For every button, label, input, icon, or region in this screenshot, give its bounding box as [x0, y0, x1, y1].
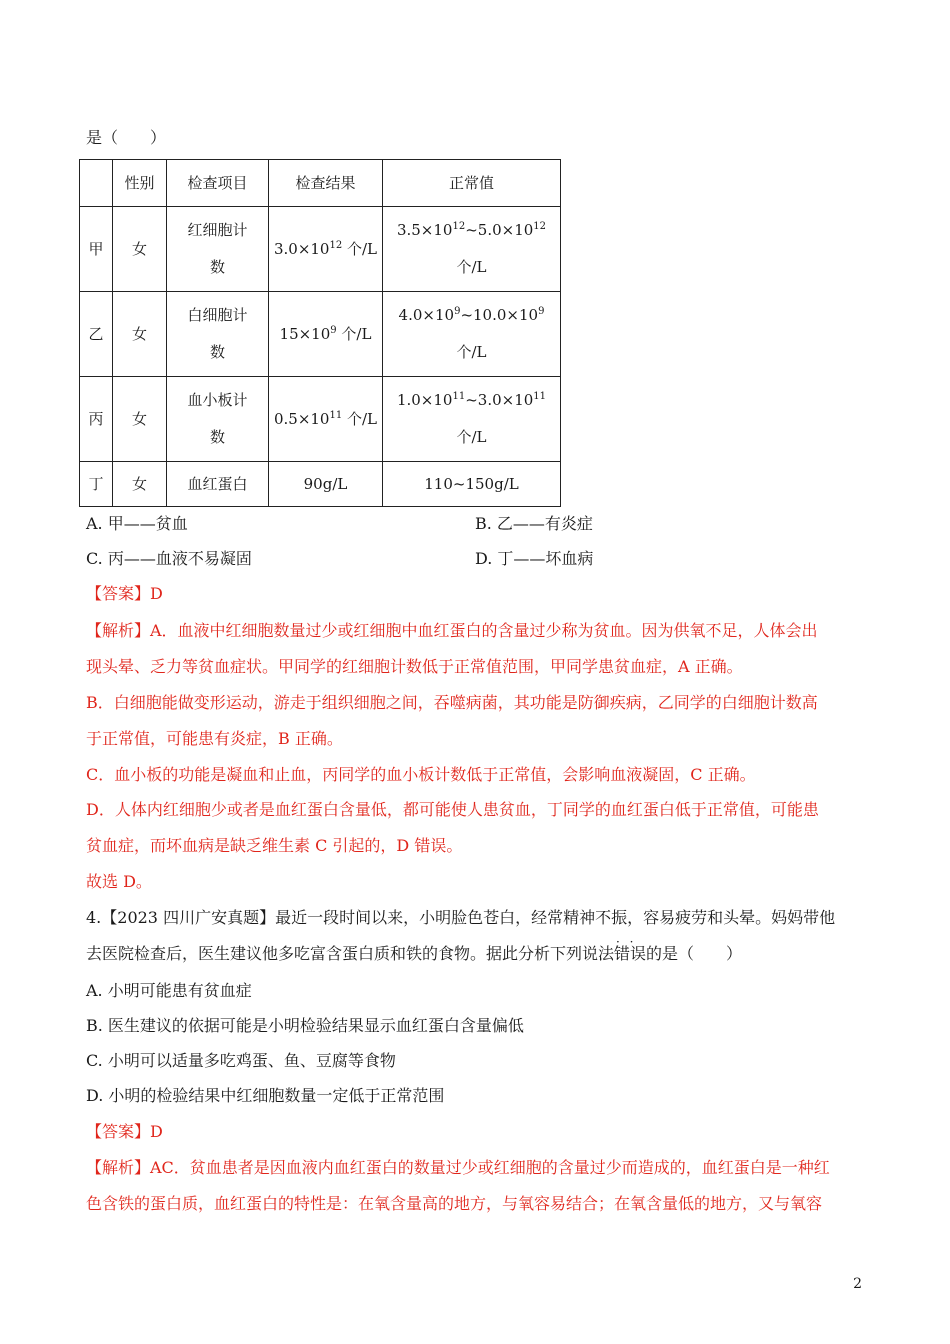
q4-option-b: B. 医生建议的依据可能是小明检验结果显示血红蛋白含量偏低 [86, 1016, 524, 1035]
q4-option-d: D. 小明的检验结果中红细胞数量一定低于正常范围 [86, 1086, 445, 1105]
q3-analysis-line: 于正常值，可能患有炎症，B 正确。 [86, 729, 343, 748]
cell-normal: $3.5\times 10^{12}\sim 5.0\times 10^{12}$ 个/L [383, 207, 561, 292]
cell-sex: 女 [113, 292, 167, 377]
table-row [80, 462, 561, 507]
cell-result: $0.5\times 10^{11}$ 个/L [269, 377, 383, 462]
cell-sex: 女 [113, 377, 167, 462]
q3-analysis-line: C．血小板的功能是凝血和止血，丙同学的血小板计数低于正常值，会影响血液凝固，C 正确。 [86, 765, 756, 784]
q3-analysis-line: 【解析】A．血液中红细胞数量过少或红细胞中血红蛋白的含量过少称为贫血。因为供氧不足，人体会出 [86, 621, 818, 640]
blood-test-table [79, 159, 561, 507]
q3-option-c: C. 丙——血液不易凝固 [86, 549, 252, 568]
cell-result: 90g/L [269, 462, 383, 507]
q3-analysis-line: 现头晕、乏力等贫血症状。甲同学的红细胞计数低于正常值范围，甲同学患贫血症，A 正确。 [86, 657, 743, 676]
cell-item: 白细胞计 数 [167, 292, 269, 377]
header-cell: 检查结果 [269, 160, 383, 207]
q3-option-a: A. 甲——贫血 [86, 514, 188, 533]
table-row [80, 207, 561, 292]
q3-option-d: D. 丁——坏血病 [475, 549, 594, 568]
emphasis-word: · · 错误 [614, 943, 646, 965]
q4-analysis-line: 【解析】AC．贫血患者是因血液内血红蛋白的数量过少或红细胞的含量过少而造成的，血红蛋白是一种红 [86, 1158, 830, 1177]
header-cell [80, 160, 113, 207]
q4-option-c: C. 小明可以适量多吃鸡蛋、鱼、豆腐等食物 [86, 1051, 396, 1070]
q3-option-b: B. 乙——有炎症 [475, 514, 593, 533]
cell-person: 甲 [80, 207, 113, 292]
q3-analysis-line: 贫血症，而坏血病是缺乏维生素 C 引起的，D 错误。 [86, 836, 463, 855]
page-number: 2 [853, 1276, 862, 1292]
q3-answer: 【答案】D [86, 584, 163, 603]
cell-item: 血小板计 数 [167, 377, 269, 462]
cell-person: 丁 [80, 462, 113, 507]
question-intro-tail: 是（ ） [86, 128, 167, 147]
q4-analysis-line: 色含铁的蛋白质，血红蛋白的特性是：在氧含量高的地方，与氧容易结合；在氧含量低的地方，又与氧容 [86, 1194, 823, 1213]
cell-normal: $4.0\times 10^9\sim 10.0\times 10^9$ 个/L [383, 292, 561, 377]
q4-answer: 【答案】D [86, 1122, 163, 1141]
table-header-row [80, 160, 561, 207]
table-row [80, 292, 561, 377]
cell-result: $15\times 10^9$ 个/L [269, 292, 383, 377]
cell-item: 血红蛋白 [167, 462, 269, 507]
q3-analysis-line: B．白细胞能做变形运动，游走于组织细胞之间，吞噬病菌，其功能是防御疾病，乙同学的白细胞计数高 [86, 693, 818, 712]
cell-sex: 女 [113, 462, 167, 507]
cell-result: $3.0\times 10^{12}$ 个/L [269, 207, 383, 292]
cell-person: 丙 [80, 377, 113, 462]
q4-option-a: A. 小明可能患有贫血症 [86, 981, 252, 1000]
cell-normal: 110~150g/L [383, 462, 561, 507]
cell-item: 红细胞计 数 [167, 207, 269, 292]
q3-conclusion: 故选 D。 [86, 872, 152, 891]
header-cell: 检查项目 [167, 160, 269, 207]
cell-person: 乙 [80, 292, 113, 377]
cell-sex: 女 [113, 207, 167, 292]
cell-normal: $1.0\times 10^{11}\sim 3.0\times 10^{11}$ 个/L [383, 377, 561, 462]
header-cell: 正常值 [383, 160, 561, 207]
q4-stem-line2: 去医院检查后，医生建议他多吃富含蛋白质和铁的食物。据此分析下列说法· · 错误的是（ ） [86, 943, 742, 965]
header-cell: 性别 [113, 160, 167, 207]
table-row [80, 377, 561, 462]
q4-stem-line1: 4.【2023 四川广安真题】最近一段时间以来，小明脸色苍白，经常精神不振，容易疲劳和头晕。妈妈带他 [86, 908, 836, 927]
q3-analysis-line: D．人体内红细胞少或者是血红蛋白含量低，都可能使人患贫血，丁同学的血红蛋白低于正常值，可能患 [86, 800, 819, 819]
